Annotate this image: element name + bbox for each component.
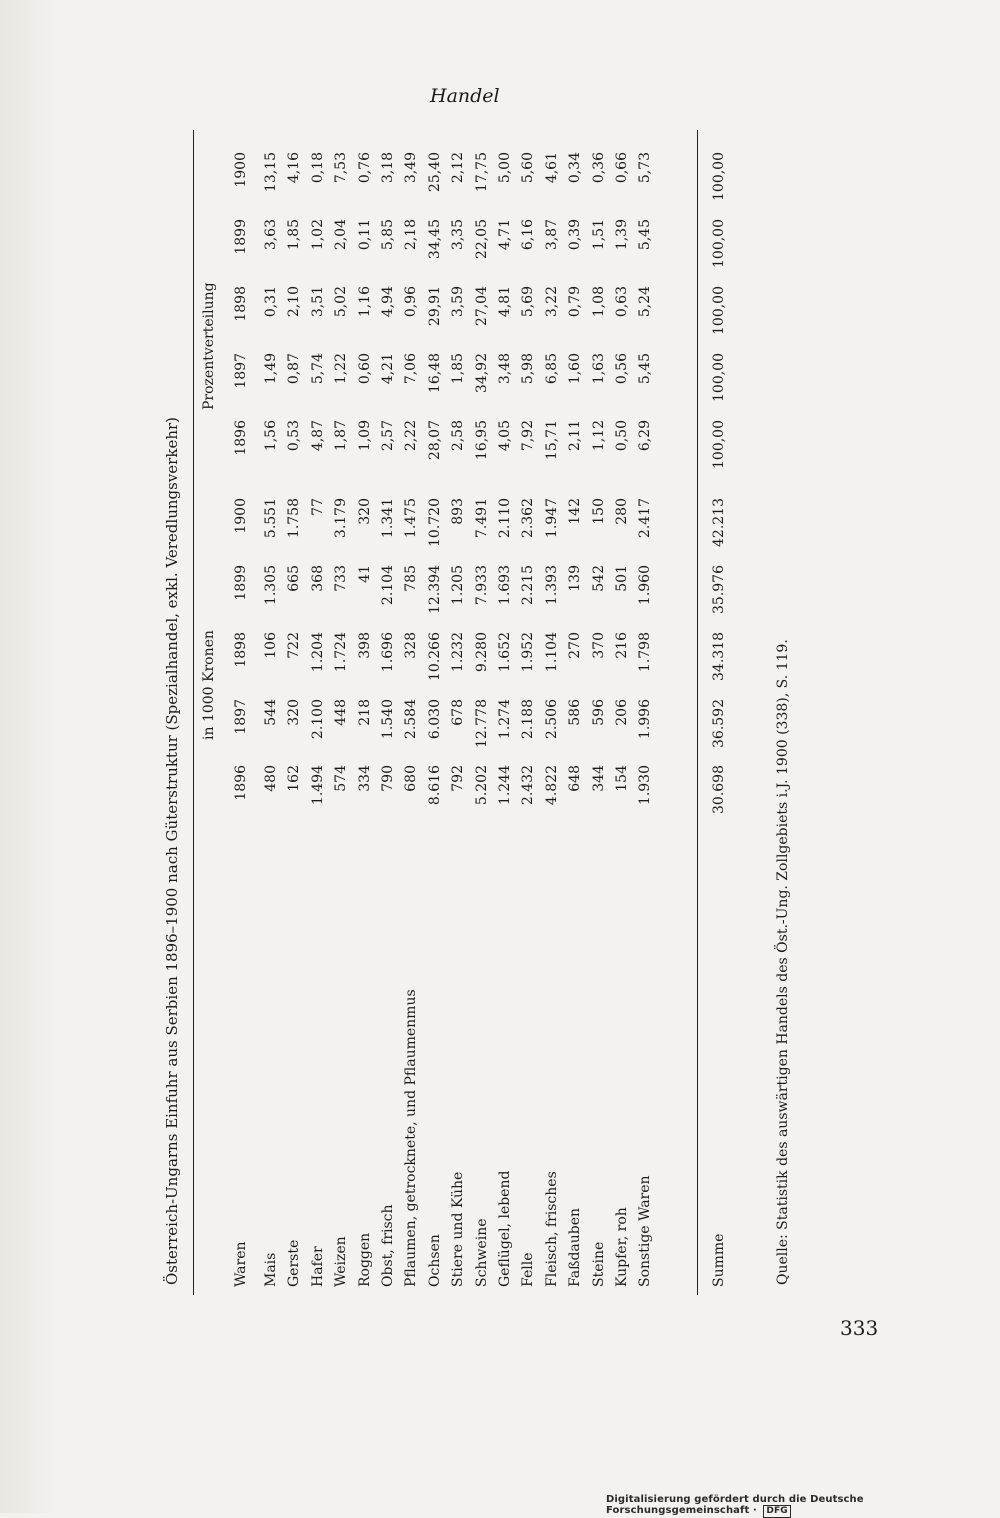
row-label: Pflaumen, getrocknete, und Pflaumenmus	[403, 989, 420, 1287]
table-cell: 1,85	[286, 219, 303, 251]
table-cell: 142	[567, 498, 584, 525]
table-cell: 1.930	[637, 765, 654, 806]
table-cell: 893	[450, 498, 467, 525]
table-cell: 1,87	[333, 420, 350, 452]
table-cell: 2.432	[520, 765, 537, 806]
table-cell: 4,21	[380, 353, 396, 385]
table-cell: 1.393	[543, 565, 560, 606]
table-cell: 34,45	[426, 219, 443, 260]
table-cell: 0,87	[286, 353, 303, 385]
table-cell: 0,79	[567, 286, 584, 318]
table-cell: 6,29	[637, 420, 654, 452]
table-cell: 3,18	[380, 152, 396, 184]
table-cell: 1,02	[309, 219, 326, 251]
table-cell: 0,36	[590, 152, 607, 184]
table-cell: 12.394	[426, 565, 443, 614]
table-cell: 3,59	[450, 286, 467, 318]
table-cell: 4,94	[380, 286, 396, 318]
table-cell: 206	[614, 699, 630, 726]
table-cell: 5,00	[497, 152, 513, 184]
table-cell: 785	[403, 565, 420, 592]
table-cell: 16,48	[426, 353, 443, 394]
total-cell: 35.976	[711, 565, 727, 614]
table-cell: 398	[356, 632, 373, 659]
table-cell: 2.362	[520, 498, 537, 539]
table-cell: 139	[567, 565, 584, 592]
page-edge-shadow	[0, 0, 60, 1513]
table-cell: 5.202	[473, 765, 490, 806]
table-cell: 1,56	[263, 420, 279, 452]
table-cell: 7,06	[403, 353, 420, 385]
row-label: Geflügel, lebend	[497, 1170, 513, 1287]
table-cell: 216	[614, 632, 630, 659]
table-cell: 7,92	[520, 420, 537, 452]
table-cell: 0,39	[567, 219, 584, 251]
table-cell: 1.724	[333, 632, 350, 673]
table-cell: 368	[309, 565, 326, 592]
table-cell: 41	[356, 565, 373, 583]
row-label: Felle	[520, 1252, 537, 1287]
table-cell: 370	[590, 632, 607, 659]
year-header: 1897	[233, 353, 249, 389]
table-cell: 162	[286, 765, 303, 792]
row-label: Fleisch, frisches	[543, 1171, 560, 1287]
page-number: 333	[840, 1316, 879, 1340]
table-cell: 25,40	[426, 152, 443, 193]
table-cell: 0,18	[309, 152, 326, 184]
table-cell: 5,98	[520, 353, 537, 385]
table-cell: 3.179	[333, 498, 350, 539]
table-cell: 320	[286, 699, 303, 726]
total-cell: 36.592	[711, 699, 727, 748]
table-cell: 16,95	[473, 420, 490, 461]
table-cell: 1.540	[380, 699, 396, 740]
table-cell: 1.996	[637, 699, 654, 740]
table-rule-bottom	[697, 130, 698, 1295]
table-cell: 1,16	[356, 286, 373, 318]
total-cell: 100,00	[711, 420, 727, 469]
table-cell: 2.110	[497, 498, 513, 539]
table-cell: 7.933	[473, 565, 490, 606]
table-cell: 2.215	[520, 565, 537, 606]
table-title: Österreich-Ungarns Einfuhr aus Serbien 1896–1900 nach Güterstruktur (Spezialhandel, exkl. Veredlungsverkehr)	[163, 416, 181, 1285]
table-cell: 1,51	[590, 219, 607, 251]
table-cell: 2,04	[333, 219, 350, 251]
table-cell: 648	[567, 765, 584, 792]
table-cell: 501	[614, 565, 630, 592]
table-cell: 1.960	[637, 565, 654, 606]
running-head: Handel	[430, 85, 500, 107]
table-cell: 0,50	[614, 420, 630, 452]
table-cell: 5,73	[637, 152, 654, 184]
table-cell: 3,48	[497, 353, 513, 385]
row-label: Kupfer, roh	[614, 1207, 630, 1287]
table-cell: 5,02	[333, 286, 350, 318]
table-cell: 1.305	[263, 565, 279, 606]
table-cell: 0,60	[356, 353, 373, 385]
table-cell: 7,53	[333, 152, 350, 184]
table-cell: 448	[333, 699, 350, 726]
table-cell: 280	[614, 498, 630, 525]
table-cell: 665	[286, 565, 303, 592]
row-label: Stiere und Kühe	[450, 1171, 467, 1287]
table-cell: 4,71	[497, 219, 513, 251]
rotated-table	[155, 125, 805, 1295]
row-label: Hafer	[309, 1246, 326, 1287]
table-cell: 0,34	[567, 152, 584, 184]
table-cell: 1.274	[497, 699, 513, 740]
table-cell: 3,49	[403, 152, 420, 184]
group-header-prozent: Prozentverteilung	[201, 282, 217, 410]
row-label: Sonstige Waren	[637, 1175, 654, 1287]
table-cell: 3,51	[309, 286, 326, 318]
table-cell: 1.758	[286, 498, 303, 539]
table-cell: 1.475	[403, 498, 420, 539]
table-cell: 29,91	[426, 286, 443, 327]
table-cell: 722	[286, 632, 303, 659]
table-cell: 10.266	[426, 632, 443, 681]
table-cell: 1,12	[590, 420, 607, 452]
table-cell: 2,10	[286, 286, 303, 318]
table-cell: 1.952	[520, 632, 537, 673]
table-cell: 542	[590, 565, 607, 592]
table-rule-top	[193, 130, 194, 1295]
table-cell: 1,09	[356, 420, 373, 452]
column-header-waren: Waren	[233, 1241, 249, 1287]
table-cell: 1.232	[450, 632, 467, 673]
table-cell: 4,87	[309, 420, 326, 452]
table-cell: 3,87	[543, 219, 560, 251]
table-cell: 1.652	[497, 632, 513, 673]
total-cell: 100,00	[711, 152, 727, 201]
table-cell: 3,22	[543, 286, 560, 318]
table-cell: 1.104	[543, 632, 560, 673]
total-cell: 100,00	[711, 353, 727, 402]
table-cell: 5,45	[637, 353, 654, 385]
row-label: Mais	[263, 1252, 279, 1287]
table-cell: 1,22	[333, 353, 350, 385]
table-cell: 13,15	[263, 152, 279, 193]
year-header: 1899	[233, 219, 249, 255]
year-header: 1900	[233, 152, 249, 188]
row-label: Obst, frisch	[380, 1204, 396, 1287]
table-cell: 480	[263, 765, 279, 792]
table-cell: 2.417	[637, 498, 654, 539]
table-cell: 4.822	[543, 765, 560, 806]
row-label: Schweine	[473, 1218, 490, 1287]
table-cell: 1.693	[497, 565, 513, 606]
table-cell: 680	[403, 765, 420, 792]
table-cell: 1,60	[567, 353, 584, 385]
table-cell: 3,63	[263, 219, 279, 251]
table-cell: 27,04	[473, 286, 490, 327]
table-cell: 5.551	[263, 498, 279, 539]
table-cell: 596	[590, 699, 607, 726]
table-source-note: Quelle: Statistik des auswärtigen Handels des Öst.-Ung. Zollgebiets i.J. 1900 (338), S. 119.	[775, 639, 791, 1285]
table-cell: 22,05	[473, 219, 490, 260]
table-cell: 106	[263, 632, 279, 659]
group-header-kronen: in 1000 Kronen	[201, 630, 217, 740]
table-cell: 0,56	[614, 353, 630, 385]
total-cell: 100,00	[711, 219, 727, 268]
table-cell: 2,58	[450, 420, 467, 452]
table-cell: 2.188	[520, 699, 537, 740]
table-cell: 5,74	[309, 353, 326, 385]
table-cell: 2,18	[403, 219, 420, 251]
table-cell: 0,11	[356, 219, 373, 251]
table-cell: 2.506	[543, 699, 560, 740]
table-cell: 6,16	[520, 219, 537, 251]
row-label: Weizen	[333, 1236, 350, 1287]
table-cell: 1,63	[590, 353, 607, 385]
table-cell: 28,07	[426, 420, 443, 461]
table-cell: 0,53	[286, 420, 303, 452]
table-cell: 790	[380, 765, 396, 792]
table-cell: 4,05	[497, 420, 513, 452]
table-cell: 1.696	[380, 632, 396, 673]
table-cell: 1.205	[450, 565, 467, 606]
year-header: 1896	[233, 765, 249, 801]
table-cell: 0,96	[403, 286, 420, 318]
total-cell: 34.318	[711, 632, 727, 681]
table-cell: 2.584	[403, 699, 420, 740]
dfg-logo: DFG	[763, 1505, 790, 1518]
table-cell: 1,85	[450, 353, 467, 385]
table-cell: 792	[450, 765, 467, 792]
table-cell: 5,45	[637, 219, 654, 251]
table-cell: 1,49	[263, 353, 279, 385]
year-header: 1900	[233, 498, 249, 534]
row-label: Roggen	[356, 1232, 373, 1287]
table-cell: 12.778	[473, 699, 490, 748]
table-cell: 320	[356, 498, 373, 525]
table-cell: 15,71	[543, 420, 560, 461]
table-cell: 544	[263, 699, 279, 726]
row-label: Steine	[590, 1241, 607, 1287]
table-cell: 8.616	[426, 765, 443, 806]
year-header: 1897	[233, 699, 249, 735]
table-cell: 0,31	[263, 286, 279, 318]
year-header: 1899	[233, 565, 249, 601]
year-header: 1898	[233, 632, 249, 668]
row-label: Gerste	[286, 1239, 303, 1287]
table-cell: 1.494	[309, 765, 326, 806]
table-cell: 334	[356, 765, 373, 792]
table-cell: 0,63	[614, 286, 630, 318]
table-cell: 1.947	[543, 498, 560, 539]
table-cell: 5,24	[637, 286, 654, 318]
table-cell: 17,75	[473, 152, 490, 193]
table-cell: 5,60	[520, 152, 537, 184]
table-cell: 1.798	[637, 632, 654, 673]
table-cell: 0,76	[356, 152, 373, 184]
table-cell: 0,66	[614, 152, 630, 184]
table-cell: 586	[567, 699, 584, 726]
table-cell: 678	[450, 699, 467, 726]
table-cell: 5,69	[520, 286, 537, 318]
table-cell: 270	[567, 632, 584, 659]
table-cell: 2.100	[309, 699, 326, 740]
table-cell: 4,81	[497, 286, 513, 318]
table-cell: 1.204	[309, 632, 326, 673]
table-cell: 77	[309, 498, 326, 516]
table-cell: 2,22	[403, 420, 420, 452]
total-row-label: Summe	[711, 1233, 727, 1287]
total-cell: 42.213	[711, 498, 727, 547]
table-cell: 1.244	[497, 765, 513, 806]
table-cell: 328	[403, 632, 420, 659]
footer-text: Digitalisierung gefördert durch die Deutsche Forschungsgemeinschaft ·	[606, 1494, 864, 1516]
table-cell: 3,35	[450, 219, 467, 251]
table-cell: 4,16	[286, 152, 303, 184]
table-cell: 5,85	[380, 219, 396, 251]
row-label: Faßdauben	[567, 1207, 584, 1287]
table-cell: 1,08	[590, 286, 607, 318]
table-cell: 6.030	[426, 699, 443, 740]
table-cell: 2,57	[380, 420, 396, 452]
total-cell: 30.698	[711, 765, 727, 814]
table-cell: 2,11	[567, 420, 584, 452]
total-cell: 100,00	[711, 286, 727, 335]
table-cell: 154	[614, 765, 630, 792]
table-cell: 7.491	[473, 498, 490, 539]
table-cell: 34,92	[473, 353, 490, 394]
table-cell: 1,39	[614, 219, 630, 251]
table-cell: 574	[333, 765, 350, 792]
table-cell: 4,61	[543, 152, 560, 184]
table-cell: 2.104	[380, 565, 396, 606]
table-cell: 150	[590, 498, 607, 525]
table-cell: 733	[333, 565, 350, 592]
table-cell: 2,12	[450, 152, 467, 184]
year-header: 1896	[233, 420, 249, 456]
table-cell: 6,85	[543, 353, 560, 385]
table-cell: 10.720	[426, 498, 443, 547]
table-cell: 344	[590, 765, 607, 792]
digitization-footer	[606, 1494, 1000, 1518]
table-cell: 218	[356, 699, 373, 726]
year-header: 1898	[233, 286, 249, 322]
row-label: Ochsen	[426, 1234, 443, 1287]
table-cell: 1.341	[380, 498, 396, 539]
table-cell: 9.280	[473, 632, 490, 673]
